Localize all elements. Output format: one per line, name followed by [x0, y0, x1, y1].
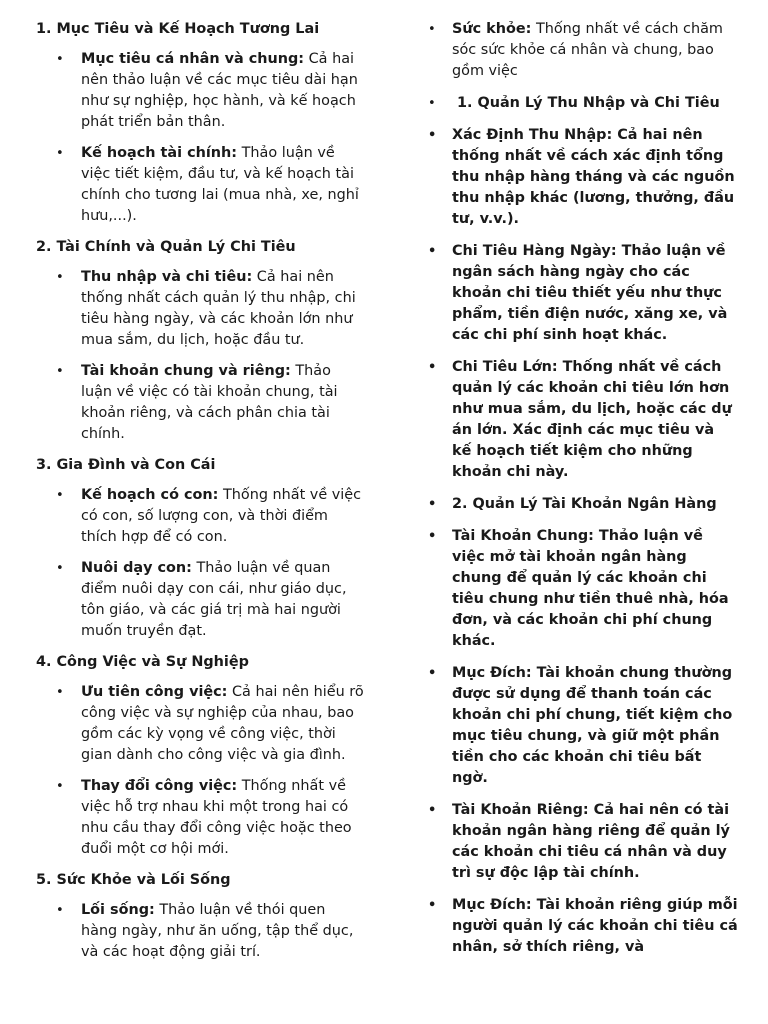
list-item — [36, 900, 366, 963]
item-term: Mục tiêu cá nhân và chung: — [81, 51, 305, 67]
item-term: Lối sống: — [81, 902, 155, 918]
list-item — [36, 143, 366, 227]
item-text: Thống nhất về việc có con, số lượng con, và thời điểm thích hợp để có con. — [81, 487, 362, 545]
list-item: • Tài Khoản Chung: Thảo luận về việc mở tài khoản ngân hàng chung để quản lý các khoản chi tiêu chung như tiền thuê nhà, hóa đơn, và các khoản chi phí chung khác. — [428, 526, 738, 652]
list-item — [36, 776, 366, 860]
item-term: Thay đổi công việc: — [81, 778, 238, 794]
section-heading: 2. Tài Chính và Quản Lý Chi Tiêu — [36, 239, 296, 255]
item-term: Thu nhập và chi tiêu: — [81, 269, 253, 285]
item-text: Thống nhất về cách chăm sóc sức khỏe cá nhân và chung, bao gồm việc — [452, 21, 723, 79]
list-heading: 1. Quản Lý Thu Nhập và Chi Tiêu — [457, 95, 720, 111]
item-term: Sức khỏe: — [452, 21, 532, 37]
list-item: • Chi Tiêu Lớn: Thống nhất về cách quản lý các khoản chi tiêu lớn hơn như mua sắm, du lịch, hoặc các dự án lớn. Xác định các mục tiêu và kế hoạch tiết kiệm cho những khoản chi này. — [428, 357, 738, 483]
section-heading: 3. Gia Đình và Con Cái — [36, 457, 216, 473]
list-item — [36, 49, 366, 133]
bullet-list — [36, 900, 366, 963]
item-term: Kế hoạch có con: — [81, 487, 219, 503]
item-text: Thảo luận về quan điểm nuôi dạy con cái, như giáo dục, tôn giáo, và các giá trị mà hai người muốn truyền đạt. — [81, 560, 347, 639]
list-item — [36, 267, 366, 351]
list-item — [36, 682, 366, 766]
item-term: Tài khoản chung và riêng: — [81, 363, 291, 379]
item-text: Cả hai nên thảo luận về các mục tiêu dài hạn như sự nghiệp, học hành, và kế hoạch phát triển bản thân. — [81, 51, 358, 130]
item-term: Kế hoạch tài chính: — [81, 145, 238, 161]
item-text: Thảo luận về việc có tài khoản chung, tài khoản riêng, và cách phân chia tài chính. — [81, 363, 338, 442]
list-item: • Xác Định Thu Nhập: Cả hai nên thống nhất về cách xác định tổng thu nhập hàng tháng và các nguồn thu nhập khác (lương, thưởng, đầu tư, v.v.). — [428, 125, 738, 230]
list-item — [36, 361, 366, 445]
list-item: • Mục Đích: Tài khoản chung thường được sử dụng để thanh toán các khoản chi phí chung, tiết kiệm cho mục tiêu chung, và giữ một phần tiền cho các khoản chi tiêu bất ngờ. — [428, 663, 738, 789]
bullet-list — [36, 682, 366, 860]
list-item — [36, 485, 366, 548]
right-column — [428, 19, 738, 969]
list-heading-item — [428, 93, 738, 114]
section-heading: 4. Công Việc và Sự Nghiệp — [36, 654, 249, 670]
item-text: Thảo luận về việc tiết kiệm, đầu tư, và kế hoạch tài chính cho tương lai (mua nhà, xe, nghỉ hưu,...). — [81, 145, 359, 224]
list-item: • Tài Khoản Riêng: Cả hai nên có tài khoản ngân hàng riêng để quản lý các khoản chi tiêu cá nhân và duy trì sự độc lập tài chính. — [428, 800, 738, 884]
list-item: • Mục Đích: Tài khoản riêng giúp mỗi người quản lý các khoản chi tiêu cá nhân, sở thích riêng, và — [428, 895, 738, 958]
list-item: • Chi Tiêu Hàng Ngày: Thảo luận về ngân sách hàng ngày cho các khoản chi tiêu thiết yếu như thực phẩm, tiền điện nước, xăng xe, và các chi phí sinh hoạt khác. — [428, 241, 738, 346]
section-heading: 1. Mục Tiêu và Kế Hoạch Tương Lai — [36, 21, 320, 37]
item-text: Thống nhất về việc hỗ trợ nhau khi một trong hai có nhu cầu thay đổi công việc hoặc theo đuổi một cơ hội mới. — [81, 778, 352, 857]
list-heading-item: • 2. Quản Lý Tài Khoản Ngân Hàng — [428, 494, 738, 515]
section-heading: 5. Sức Khỏe và Lối Sống — [36, 872, 231, 888]
list-item — [36, 558, 366, 642]
item-term: Ưu tiên công việc: — [81, 684, 228, 700]
bullet-list — [428, 19, 738, 958]
bullet-list — [36, 267, 366, 445]
list-item — [428, 19, 738, 82]
bullet-list — [36, 485, 366, 642]
item-term: Nuôi dạy con: — [81, 560, 192, 576]
item-text: Cả hai nên hiểu rõ công việc và sự nghiệp của nhau, bao gồm các kỳ vọng về công việc, thời gian dành cho công việc và gia đình. — [81, 684, 364, 763]
left-column — [36, 19, 366, 973]
bullet-list — [36, 49, 366, 227]
item-text: Thảo luận về thói quen hàng ngày, như ăn uống, tập thể dục, và các hoạt động giải trí. — [81, 902, 354, 960]
item-text: Cả hai nên thống nhất cách quản lý thu nhập, chi tiêu hàng ngày, và các khoản lớn như mua sắm, du lịch, hoặc đầu tư. — [81, 269, 356, 348]
